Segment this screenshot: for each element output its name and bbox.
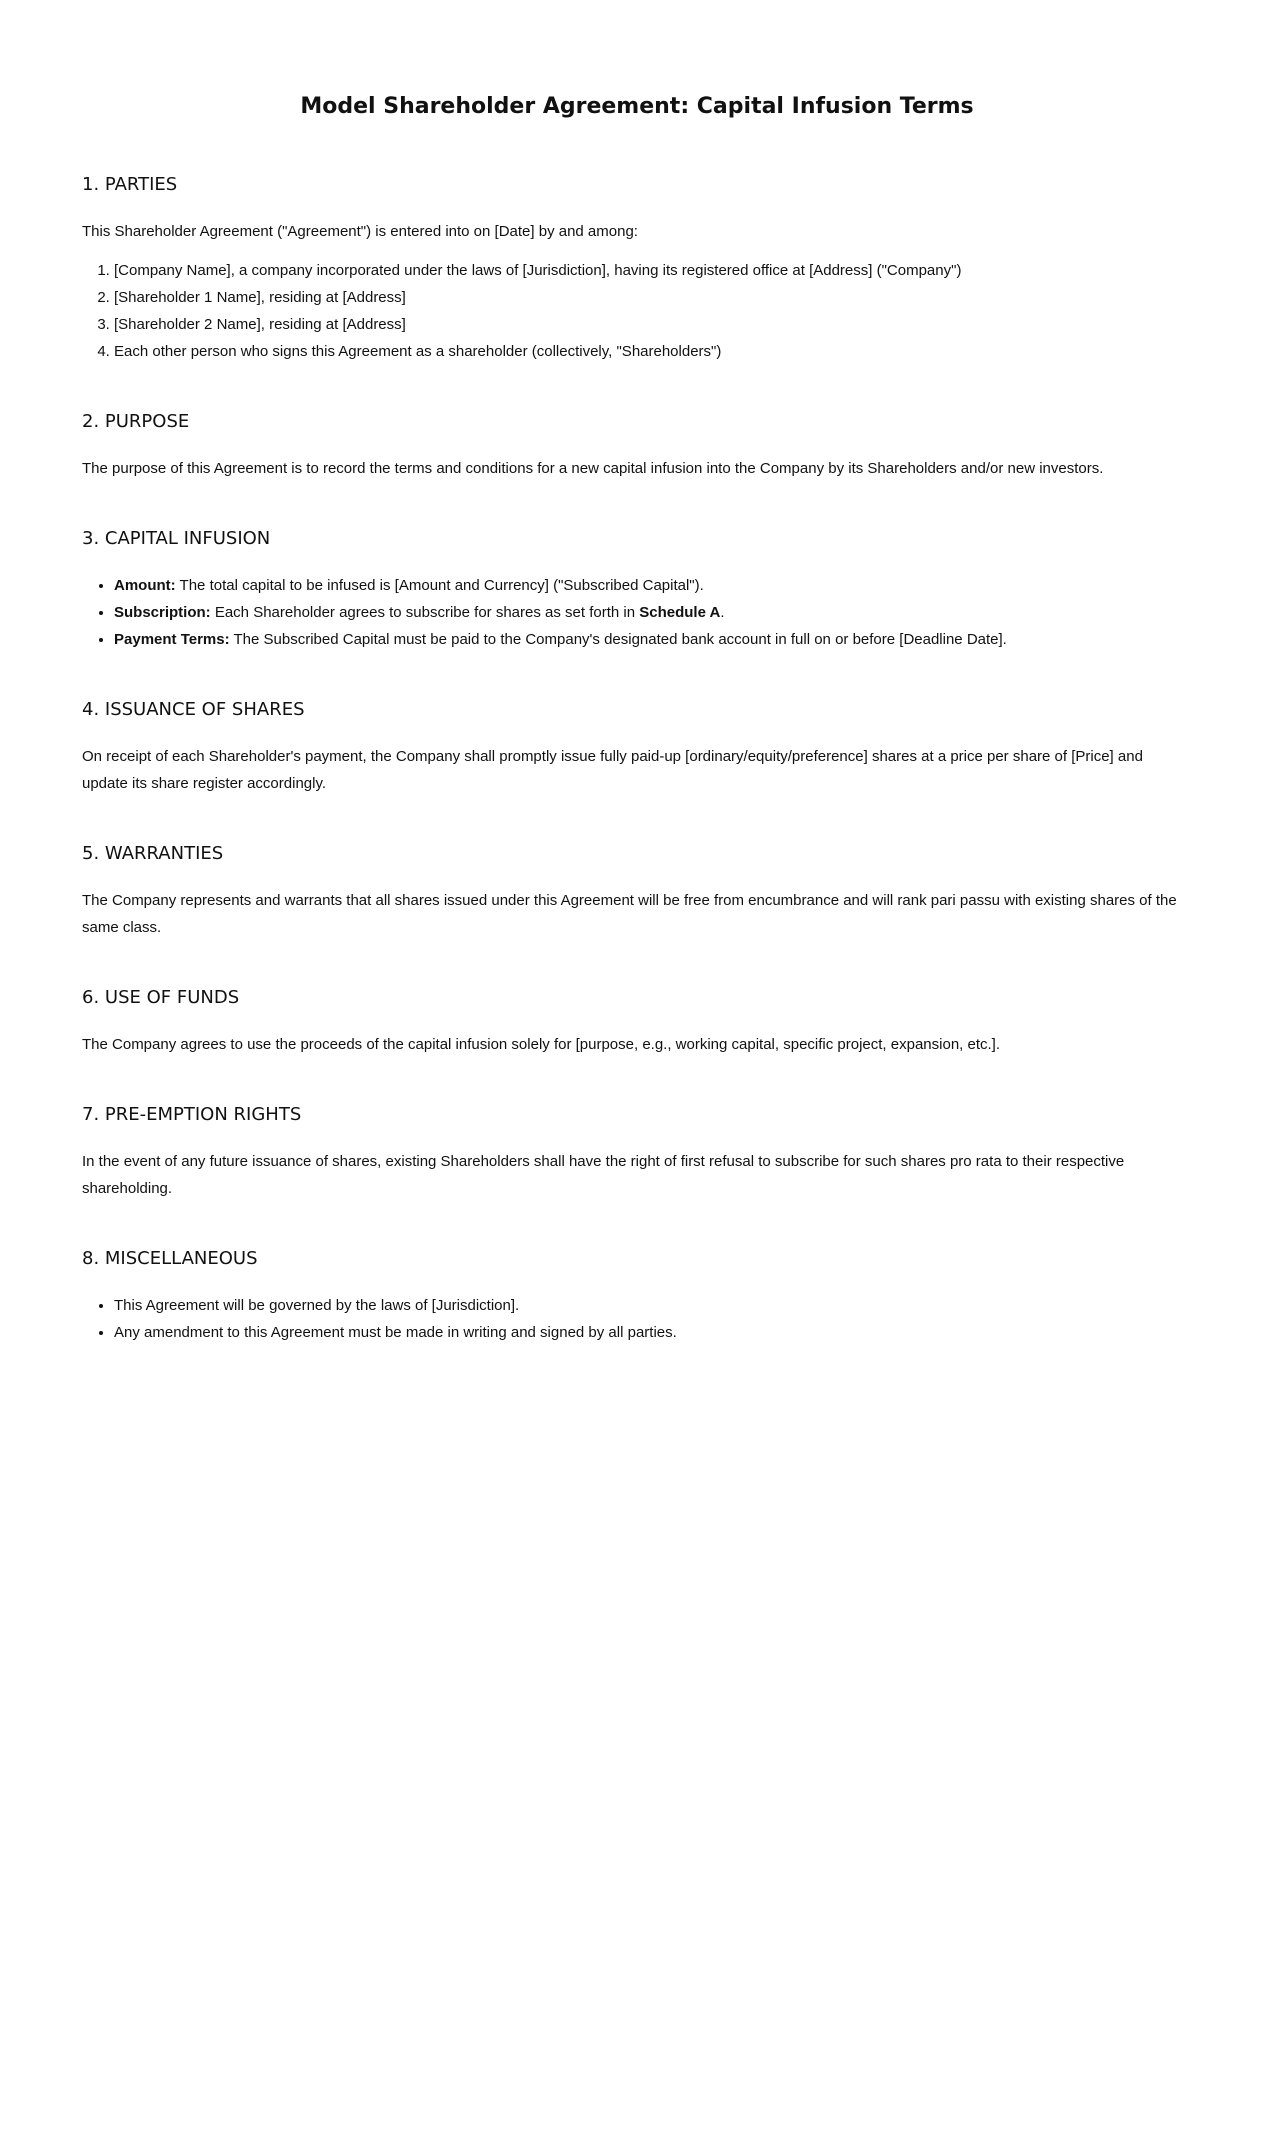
section-miscellaneous (82, 1246, 1192, 1346)
section-heading: 8. MISCELLANEOUS (82, 1248, 258, 1269)
section-capital-infusion (82, 526, 1192, 653)
list-item (114, 572, 1192, 599)
term-label: Subscription: (114, 604, 211, 621)
schedule-reference: Schedule A (639, 604, 721, 621)
section-heading: 3. CAPITAL INFUSION (82, 528, 271, 549)
section-heading: 4. ISSUANCE OF SHARES (82, 699, 305, 720)
list-item: 1. [Company Name], a company incorporated under the laws of [Jurisdiction], having its registered office at [Address] ("Company") (114, 257, 1192, 284)
term-label: Payment Terms: (114, 631, 230, 648)
list-item: • This Agreement will be governed by the laws of [Jurisdiction]. (114, 1292, 1192, 1319)
list-item: 4. Each other person who signs this Agreement as a shareholder (collectively, "Shareholders") (114, 338, 1192, 365)
document (82, 0, 1192, 1341)
term-text: The Subscribed Capital must be paid to the Company's designated bank account in full on or before [Deadline Date]. (229, 631, 1007, 648)
parties-list (82, 257, 1192, 365)
list-item (114, 599, 1192, 626)
document-body (82, 172, 1192, 1390)
section-heading: 7. PRE-EMPTION RIGHTS (82, 1104, 302, 1125)
section-body: The Company agrees to use the proceeds of the capital infusion solely for [purpose, e.g., working capital, specific project, expansion, etc.]. (82, 1036, 1001, 1053)
section-body: The Company represents and warrants that all shares issued under this Agreement will be free from encumbrance and will rank pari passu with existing shares of the same class. (82, 892, 1177, 936)
term-text: Each Shareholder agrees to subscribe for shares as set forth in (210, 604, 640, 621)
term-text-tail: . (720, 604, 725, 621)
section-heading: 6. USE OF FUNDS (82, 987, 240, 1008)
section-parties (82, 172, 1192, 365)
term-label: Amount: (114, 577, 176, 594)
section-intro: This Shareholder Agreement ("Agreement") is entered into on [Date] by and among: (82, 223, 638, 240)
list-item: • Any amendment to this Agreement must be made in writing and signed by all parties. (114, 1319, 1192, 1346)
term-text: The total capital to be infused is [Amount and Currency] ("Subscribed Capital"). (175, 577, 704, 594)
miscellaneous-list (82, 1292, 1192, 1346)
list-item (114, 626, 1192, 653)
section-heading: 2. PURPOSE (82, 411, 190, 432)
section-body: In the event of any future issuance of shares, existing Shareholders shall have the right of first refusal to subscribe for such shares pro rata to their respective shareholding. (82, 1153, 1125, 1197)
section-body: On receipt of each Shareholder's payment, the Company shall promptly issue fully paid-up [ordinary/equity/preference] shares at a price per share of [Price] and update its share register accordingly. (82, 748, 1143, 792)
list-item: 3. [Shareholder 2 Name], residing at [Address] (114, 311, 1192, 338)
document-title: Model Shareholder Agreement: Capital Infusion Terms (300, 94, 974, 119)
section-heading: 5. WARRANTIES (82, 843, 224, 864)
section-use-of-funds (82, 985, 1192, 1058)
section-pre-emption-rights (82, 1102, 1192, 1202)
section-issuance-of-shares (82, 697, 1192, 797)
section-heading: 1. PARTIES (82, 174, 178, 195)
section-warranties (82, 841, 1192, 941)
capital-infusion-list (82, 572, 1192, 653)
list-item: 2. [Shareholder 1 Name], residing at [Address] (114, 284, 1192, 311)
section-purpose (82, 409, 1192, 482)
section-body: The purpose of this Agreement is to record the terms and conditions for a new capital infusion into the Company by its Shareholders and/or new investors. (82, 460, 1104, 477)
